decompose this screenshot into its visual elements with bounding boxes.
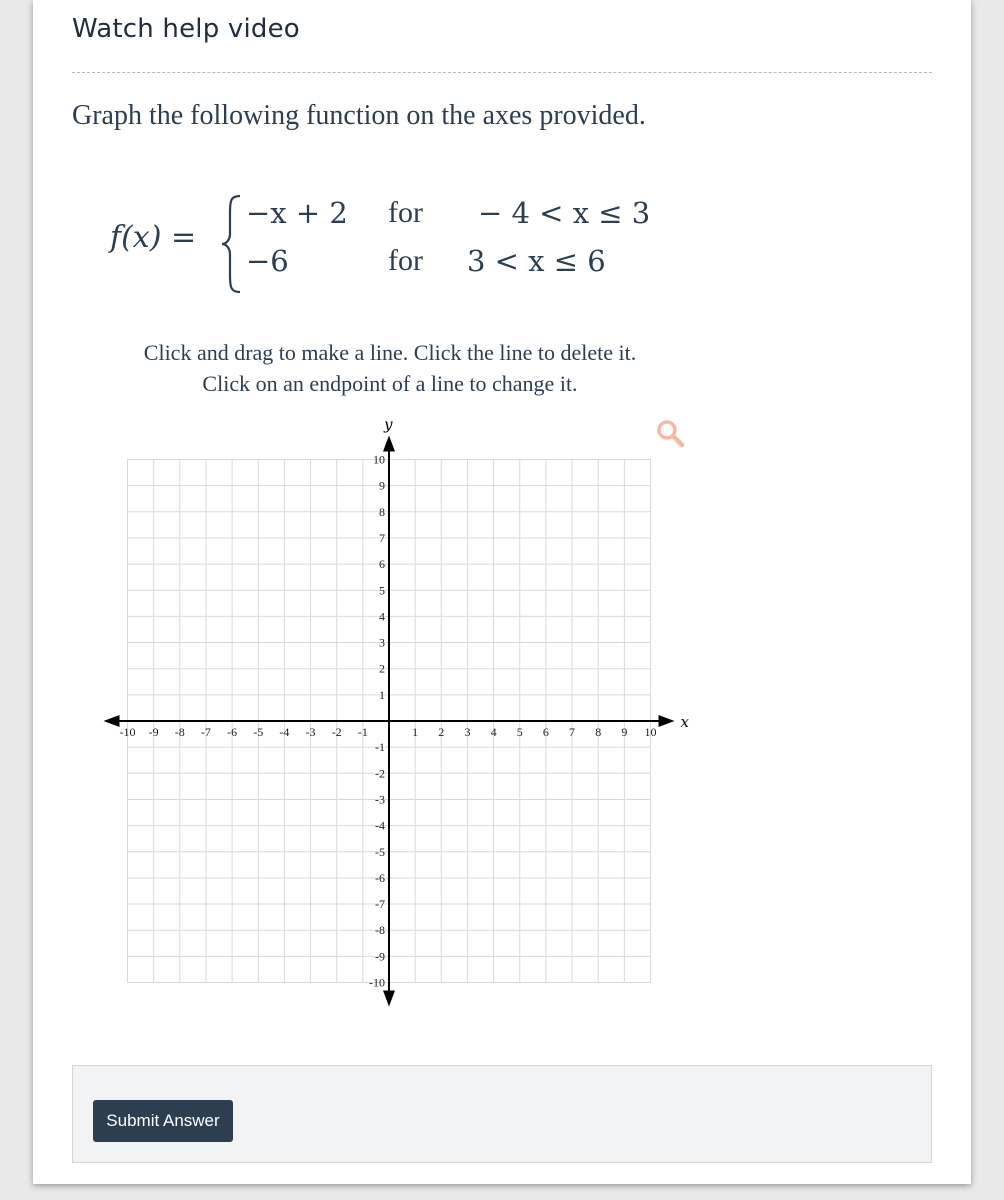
instruction-line-2: Click on an endpoint of a line to change it.	[202, 371, 578, 396]
x-tick-label: -4	[279, 725, 290, 739]
y-axis-up-arrow-icon	[383, 436, 395, 452]
y-tick-label: -5	[375, 844, 385, 859]
y-tick-label: -6	[375, 870, 385, 885]
x-tick-label: 9	[621, 725, 628, 739]
x-tick-label: 5	[516, 725, 523, 739]
case-1-expression: −x + 2	[246, 196, 348, 230]
case-2-condition: 3 < x ≤ 6	[467, 244, 606, 278]
x-tick-label: 6	[542, 725, 549, 739]
y-tick-label: 10	[373, 452, 385, 467]
submit-answer-button[interactable]: Submit Answer	[93, 1100, 233, 1142]
y-tick-label: 2	[379, 661, 385, 676]
instruction-line-1: Click and drag to make a line. Click the line to delete it.	[143, 340, 637, 365]
case-2-expression: −6	[246, 244, 289, 278]
y-tick-label: -4	[375, 818, 385, 833]
x-tick-label: 1	[412, 725, 419, 739]
y-tick-label: -10	[369, 975, 385, 990]
y-tick-label: -7	[375, 897, 385, 912]
y-axis-down-arrow-icon	[383, 991, 395, 1007]
x-tick-label: -8	[174, 725, 185, 739]
y-tick-label: 8	[379, 504, 385, 519]
y-tick-label: 1	[379, 687, 385, 702]
y-tick-label: -3	[375, 792, 385, 807]
x-tick-label: -7	[200, 725, 211, 739]
x-axis-label: x	[680, 713, 689, 731]
x-tick-label: -1	[357, 725, 368, 739]
x-tick-label: -5	[253, 725, 264, 739]
y-tick-label: -2	[375, 766, 385, 781]
x-tick-label: -9	[148, 725, 159, 739]
submit-panel	[72, 1065, 932, 1163]
y-tick-label: 4	[379, 609, 385, 624]
x-tick-label: 2	[438, 725, 445, 739]
x-tick-label: 8	[595, 725, 602, 739]
y-tick-label: -8	[375, 923, 385, 938]
x-axis-right-arrow-icon	[659, 715, 675, 727]
x-tick-label: -3	[305, 725, 316, 739]
case-1-for: for	[388, 196, 423, 229]
y-tick-label: -9	[375, 949, 385, 964]
case-1-condition: − 4 < x ≤ 3	[478, 196, 651, 230]
case-2-for: for	[388, 244, 423, 277]
equals-sign: =	[170, 220, 197, 255]
question-prompt: Graph the following function on the axes provided.	[72, 100, 646, 131]
y-tick-label: -1	[375, 740, 385, 755]
y-tick-label: 6	[379, 557, 385, 572]
x-tick-label: -2	[331, 725, 342, 739]
x-tick-label: -6	[227, 725, 238, 739]
y-axis-label: y	[384, 415, 393, 434]
x-tick-label: 10	[644, 725, 657, 739]
y-tick-label: 3	[379, 635, 385, 650]
watch-help-video-link[interactable]: Watch help video	[72, 14, 300, 44]
y-tick-label: 7	[379, 530, 385, 545]
y-tick-label: 5	[379, 583, 385, 598]
x-tick-label: 3	[464, 725, 471, 739]
magnifier-icon[interactable]	[655, 418, 687, 450]
x-tick-label: -10	[119, 725, 136, 739]
x-axis-left-arrow-icon	[104, 715, 120, 727]
x-tick-label: 7	[569, 725, 576, 739]
y-tick-label: 9	[379, 478, 385, 493]
x-tick-label: 4	[490, 725, 497, 739]
function-name: f(x)	[110, 220, 162, 255]
